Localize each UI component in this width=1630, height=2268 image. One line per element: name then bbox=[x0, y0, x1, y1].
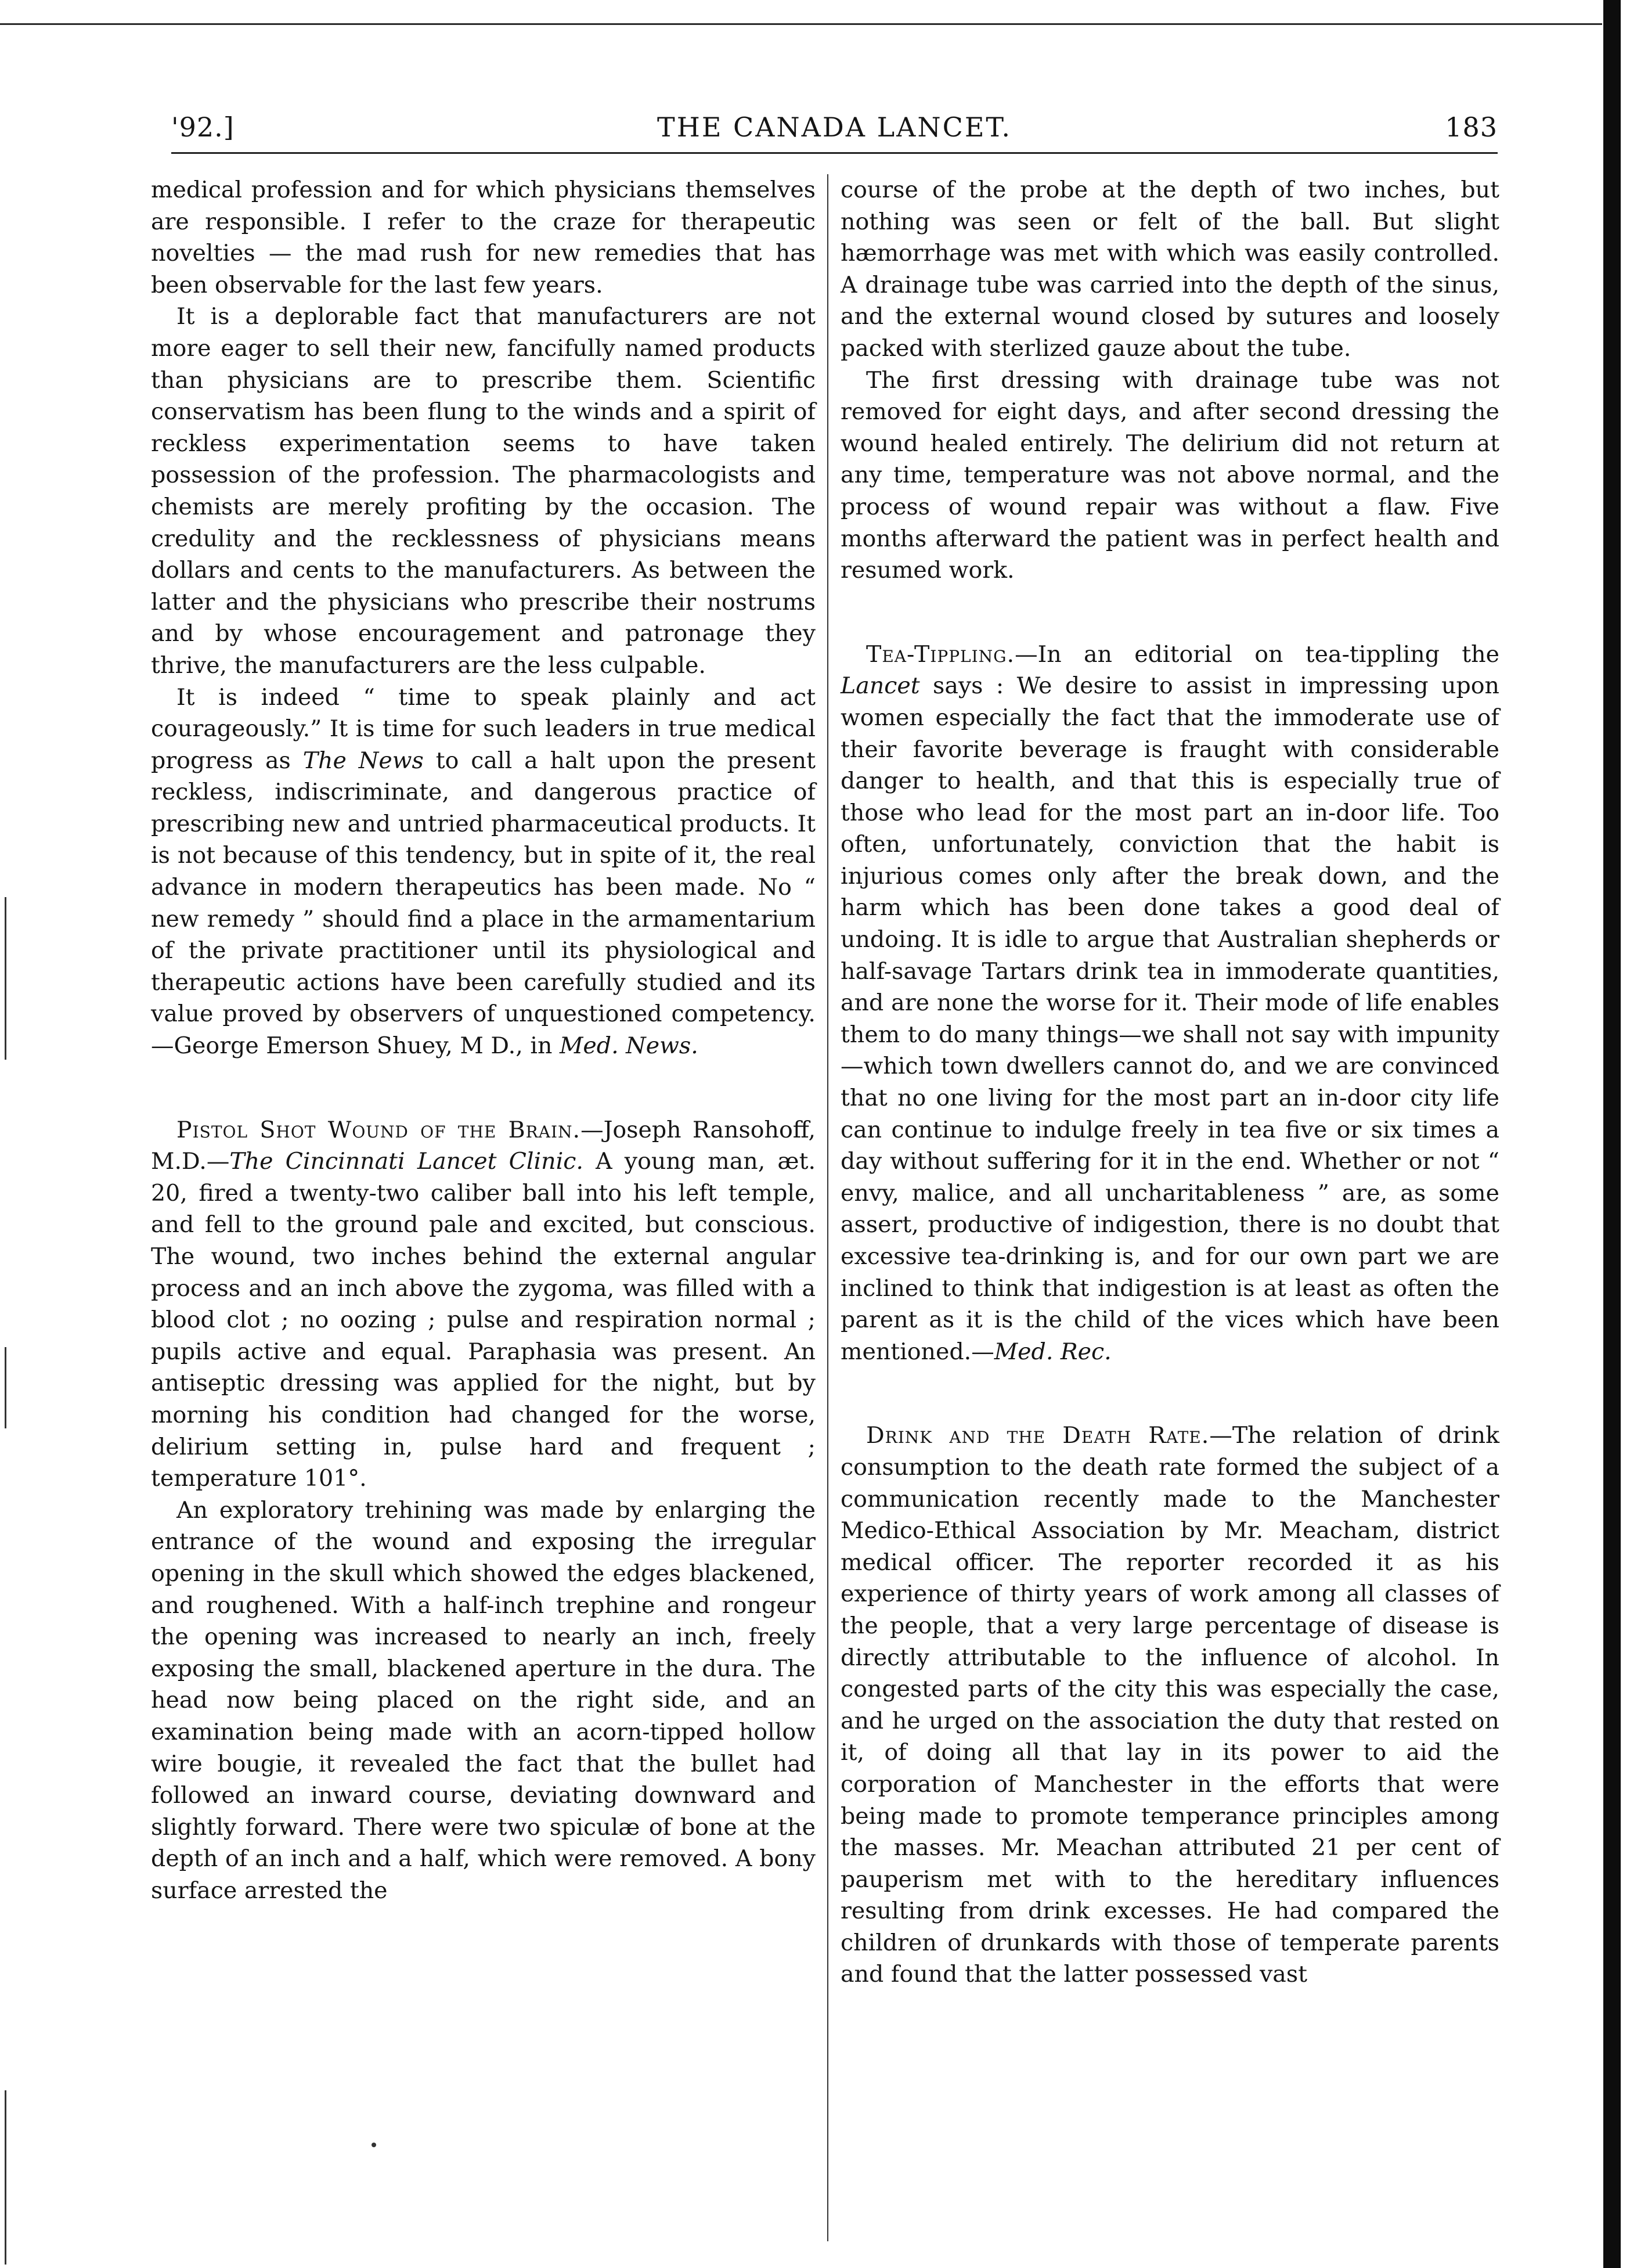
scan-left-mark bbox=[5, 897, 6, 1060]
article-heading: Drink and the Death Rate. bbox=[866, 1422, 1210, 1449]
journal-name: The News bbox=[302, 747, 424, 774]
scan-left-mark bbox=[5, 2090, 6, 2265]
source-citation: Med. Rec. bbox=[994, 1338, 1112, 1365]
journal-title: THE CANADA LANCET. bbox=[657, 111, 1012, 143]
text-run: to call a halt upon the present reckless, indiscriminate, and dangerous practice of prescribing new and untried pharmaceutical products. It is not because of this tendency, but in spite of it, the real advance in modern therapeutics has been made. No “ new remedy ” should find a place in the armamentarium of the private practitioner until its physiological and therapeutic actions have been carefully studied and its value proved by observers of unquestioned competency.—George Emerson Shuey, M D., in bbox=[151, 747, 816, 1060]
article-opening bbox=[841, 1420, 1499, 1990]
scan-speck bbox=[372, 2143, 376, 2147]
paragraph: An exploratory trehining was made by enlarging the entrance of the wound and exposing the irregular opening in the skull which showed the edges blackened, and roughened. With a half-inch trephine and rongeur the opening was increased to nearly an inch, freely exposing the small, blackened aperture in the dura. The head now being placed on the right side, and an examination being made with an acorn-tipped hollow wire bougie, it revealed the fact that the bullet had followed an inward course, deviating downward and slightly forward. There were two spiculæ of bone at the depth of an inch and a half, which were removed. A bony surface arrested the bbox=[151, 1496, 816, 1904]
header-rule bbox=[171, 152, 1498, 154]
article-heading: Tea-Tippling. bbox=[866, 640, 1015, 668]
text-run: A young man, æt. 20, fired a twenty-two caliber ball into his left temple, and fell to the ground pale and excited, but conscious. The wound, two inches behind the external angular process and an inch above the zygoma, was filled with a blood clot ; no oozing ; pulse and respiration normal ; pupils active and equal. Paraphasia was present. An antiseptic dressing was applied for the night, but by morning his condition had changed for the worse, delirium setting in, pulse hard and frequent ; temperature 101°. bbox=[151, 1148, 816, 1492]
text-run: —In an editorial on tea-tippling the bbox=[1015, 640, 1499, 668]
page-number: 183 bbox=[1445, 111, 1498, 143]
text-run: says : We desire to assist in impressing upon women especially the fact that the immoderate use of their favorite beverage is fraught with considerable danger to health, and that this is especially true of those who lead for the most part an in-door life. Too often, unfortunately, conviction that the habit is injurious comes only after the break down, and the harm which has been done takes a good deal of undoing. It is idle to argue that Australian shepherds or half-savage Tartars drink tea in immoderate quantities, and are none the worse for it. Their mode of life enables them to do many things—we shall not say with impunity —which town dwellers cannot do, and we are convinced that no one living for the most part an in-door city life can continue to indulge freely in tea five or six times a day without suffering for it in the end. Whether or not “ envy, malice, and all uncharitableness ” are, as some assert, productive of indigestion, there is no doubt that excessive tea-drinking is, and for our own part we are inclined to think that indigestion is at least as often the parent as it is the child of the vices which have been mentioned.— bbox=[841, 672, 1499, 1365]
page-top-rule bbox=[0, 23, 1602, 25]
text-run: —The relation of drink consumption to the death rate formed the subject of a communication recently made to the Manchester Medico-Ethical Association by Mr. Meacham, district medical officer. The reporter recorded it as his experience of thirty years of work among all classes of the people, that a very large percentage of disease is directly attributable to the influence of alcohol. In congested parts of the city this was especially the case, and he urged on the association the duty that rested on it, of doing all that lay in its power to aid the corporation of Manchester in the efforts that were being made to promote temperance principles among the masses. Mr. Meachan attributed 21 per cent of pauperism met with to the hereditary influences resulting from drink excesses. He had compared the children of drunkards with those of temperate parents and found that the latter possessed vast bbox=[841, 1422, 1499, 1988]
article-break bbox=[841, 586, 1499, 639]
article-opening bbox=[151, 1114, 816, 1495]
article-break bbox=[841, 1367, 1499, 1420]
paragraph: It is a deplorable fact that manufacturers are not more eager to sell their new, fancifully named products than physicians are to prescribe them. Scientific conservatism has been flung to the winds and a spirit of reckless experimentation seems to have taken possession of the profession. The pharmacologists and chemists are merely profiting by the occasion. The credulity and the recklessness of physicians means dollars and cents to the manufacturers. As between the latter and the physicians who prescribe their nostrums and by whose encouragement and patronage they thrive, the manufacturers are the less culpable. bbox=[151, 303, 816, 679]
paragraph: The first dressing with drainage tube was not removed for eight days, and after second dressing the wound healed entirely. The delirium did not return at any time, temperature was not above normal, and the process of wound repair was without a flaw. Five months afterward the patient was in perfect health and resumed work. bbox=[841, 366, 1499, 584]
header-year: '92.] bbox=[171, 111, 235, 143]
text-run: It is indeed “ time to speak plainly and act courageously.” It is time for such leaders in true medical progress as bbox=[151, 683, 816, 774]
paragraph: medical profession and for which physicians themselves are responsible. I refer to the craze for therapeutic novelties — the mad rush for new remedies that has been observable for the last few years. bbox=[151, 177, 816, 298]
scan-left-mark bbox=[5, 1347, 6, 1428]
paragraph: course of the probe at the depth of two inches, but nothing was seen or felt of the ball. But slight hæmorrhage was met with which was easily controlled. A drainage tube was carried into the depth of the sinus, and the external wound closed by sutures and loosely packed with sterlized gauze about the tube. bbox=[841, 177, 1499, 362]
article-author: —Joseph Ransohoff, M.D.— bbox=[151, 1116, 816, 1175]
left-column bbox=[151, 174, 816, 1906]
right-column bbox=[841, 174, 1499, 1990]
column-divider bbox=[827, 174, 828, 2241]
journal-name: Lancet bbox=[841, 672, 920, 700]
source-citation: The Cincinnati Lancet Clinic. bbox=[229, 1148, 583, 1175]
running-header bbox=[171, 111, 1498, 152]
paragraph bbox=[151, 682, 816, 1062]
article-heading: Pistol Shot Wound of the Brain. bbox=[176, 1116, 581, 1143]
article-break bbox=[151, 1062, 816, 1114]
scan-right-edge bbox=[1603, 0, 1621, 2268]
source-citation: Med. News. bbox=[559, 1032, 698, 1060]
article-opening bbox=[841, 639, 1499, 1368]
